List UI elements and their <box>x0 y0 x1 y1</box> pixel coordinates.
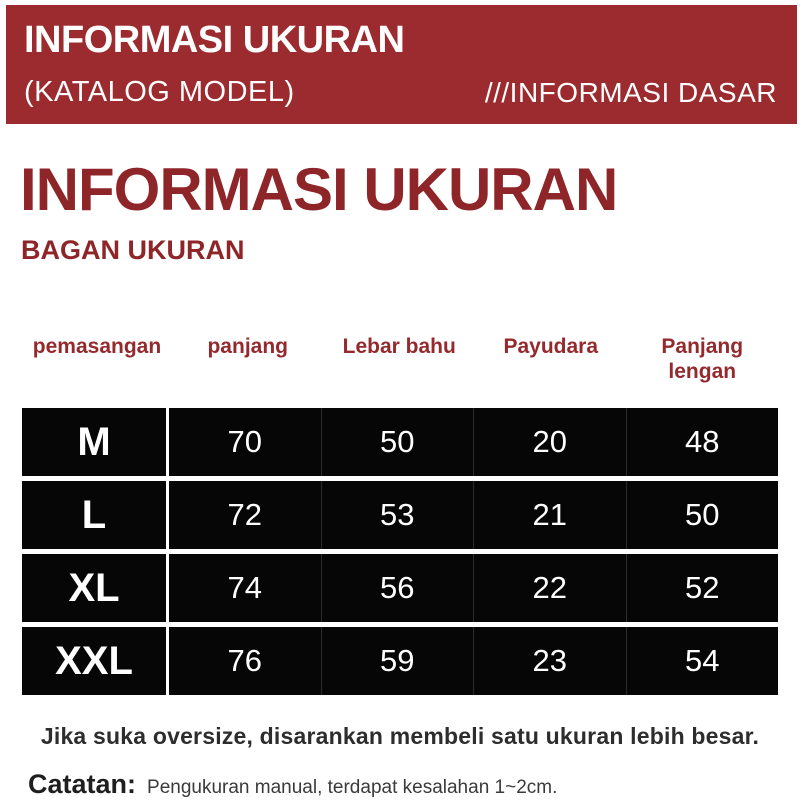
value-cell: 50 <box>321 408 474 476</box>
column-header-payudara: Payudara <box>503 335 599 358</box>
column-header-pemasangan: pemasangan <box>32 335 162 358</box>
value-cells <box>169 481 778 549</box>
banner-title: INFORMASI UKURAN <box>24 19 405 61</box>
value-cell: 76 <box>227 643 262 679</box>
column-header-lebar-bahu: Lebar bahu <box>342 335 456 358</box>
section-subtitle: BAGAN UKURAN <box>21 235 245 265</box>
note-line <box>28 769 800 800</box>
value-cells <box>169 554 778 622</box>
table-row-xl <box>22 554 778 622</box>
value-cell: 54 <box>626 627 779 695</box>
value-cell: 74 <box>227 570 262 606</box>
value-cell: 56 <box>321 554 474 622</box>
table-row-xxl <box>22 627 778 695</box>
value-cell: 21 <box>473 481 626 549</box>
page-title: INFORMASI UKURAN <box>20 156 618 223</box>
value-cell: 52 <box>626 554 779 622</box>
value-cell: 70 <box>227 424 262 460</box>
size-table <box>22 334 778 695</box>
value-cell: 22 <box>473 554 626 622</box>
table-row-m <box>22 408 778 476</box>
note-label: Catatan: <box>28 769 137 800</box>
column-header-panjang: panjang <box>207 335 288 358</box>
size-table-header-row <box>22 334 778 384</box>
table-row-l <box>22 481 778 549</box>
value-cell: 20 <box>473 408 626 476</box>
size-cell: XL <box>22 554 169 622</box>
value-cell: 48 <box>626 408 779 476</box>
value-cell: 53 <box>321 481 474 549</box>
size-cell: XXL <box>22 627 169 695</box>
banner-subtitle: (KATALOG MODEL) <box>24 75 295 108</box>
column-header-panjang-lengan: Panjang lengan <box>661 335 744 384</box>
oversize-tip: Jika suka oversize, disarankan membeli satu ukuran lebih besar. <box>40 723 760 750</box>
banner-right-label: ///INFORMASI DASAR <box>484 76 777 108</box>
value-cell: 23 <box>473 627 626 695</box>
size-cell: M <box>22 408 169 476</box>
banner-bottom-row <box>24 76 777 109</box>
note-text: Pengukuran manual, terdapat kesalahan 1~2cm. <box>147 777 558 799</box>
header-banner <box>6 5 797 124</box>
value-cell: 59 <box>321 627 474 695</box>
value-cells <box>169 627 778 695</box>
value-cells <box>169 408 778 476</box>
size-info-page <box>0 5 800 800</box>
value-cell: 50 <box>626 481 779 549</box>
size-cell: L <box>22 481 169 549</box>
value-cell: 72 <box>227 497 262 533</box>
